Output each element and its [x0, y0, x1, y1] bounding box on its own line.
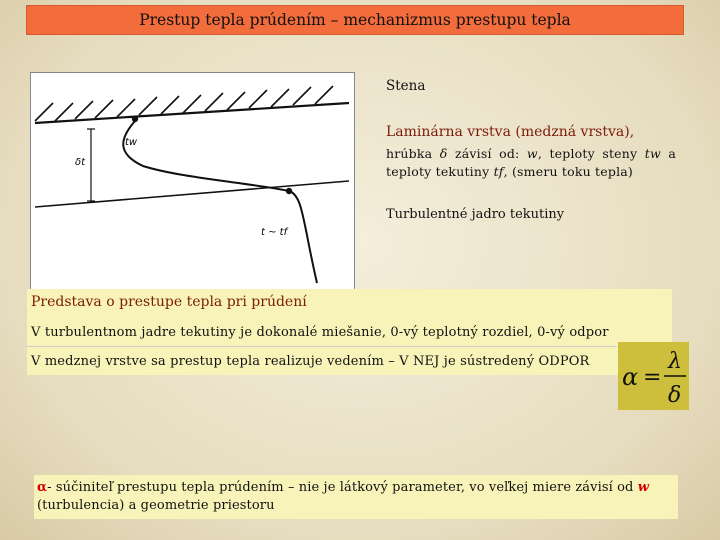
- laminar-layer-title: Laminárna vrstva (medzná vrstva),: [386, 124, 635, 140]
- boundary-layer-figure: [30, 72, 355, 294]
- formula-delta: δ: [668, 383, 682, 408]
- alpha-note-box: [34, 475, 678, 519]
- boundary-layer-statement: V medznej vrstve sa prestup tepla realizuje vedením – V NEJ je sústredený ODPOR: [31, 354, 590, 369]
- stena-label: Stena: [386, 78, 426, 94]
- boundary-edge-line: [35, 181, 349, 207]
- turbulent-core-statement: V turbulentnom jadre tekutiny je dokonalé miešanie, 0-vý teplotný rozdiel, 0-vý odpor: [31, 325, 609, 340]
- thickness-description: hrúbka δ závisí od: w, teploty steny tw a teploty tekutiny tf, (smeru toku tepla): [386, 146, 676, 179]
- alpha-formula: [618, 342, 689, 410]
- formula-lambda: λ: [668, 349, 682, 374]
- wall-hatching: [35, 86, 333, 121]
- formula-equals: =: [643, 365, 662, 390]
- label-t-tf: t ~ tf: [261, 227, 288, 238]
- slide-title: Prestup tepla prúdením – mechanizmus prestupu tepla: [26, 5, 684, 35]
- predstava-heading: Predstava o prestupe tepla pri prúdení: [31, 294, 307, 310]
- label-tw: tw: [125, 137, 138, 148]
- label-delta: δt: [75, 157, 86, 168]
- boundary-layer-diagram: [31, 73, 356, 295]
- edge-point: [286, 188, 292, 194]
- turbulent-core-label: Turbulentné jadro tekutiny: [386, 207, 565, 222]
- divider: [27, 346, 617, 347]
- wall-point: [132, 116, 138, 122]
- alpha-note-text: α- súčiniteľ prestupu tepla prúdením – nie je látkový parameter, vo veľkej miere závisí od w (turbulencia) a geometrie priestoru: [37, 480, 649, 513]
- temperature-profile-curve: [123, 121, 317, 283]
- formula-alpha: α: [622, 363, 639, 391]
